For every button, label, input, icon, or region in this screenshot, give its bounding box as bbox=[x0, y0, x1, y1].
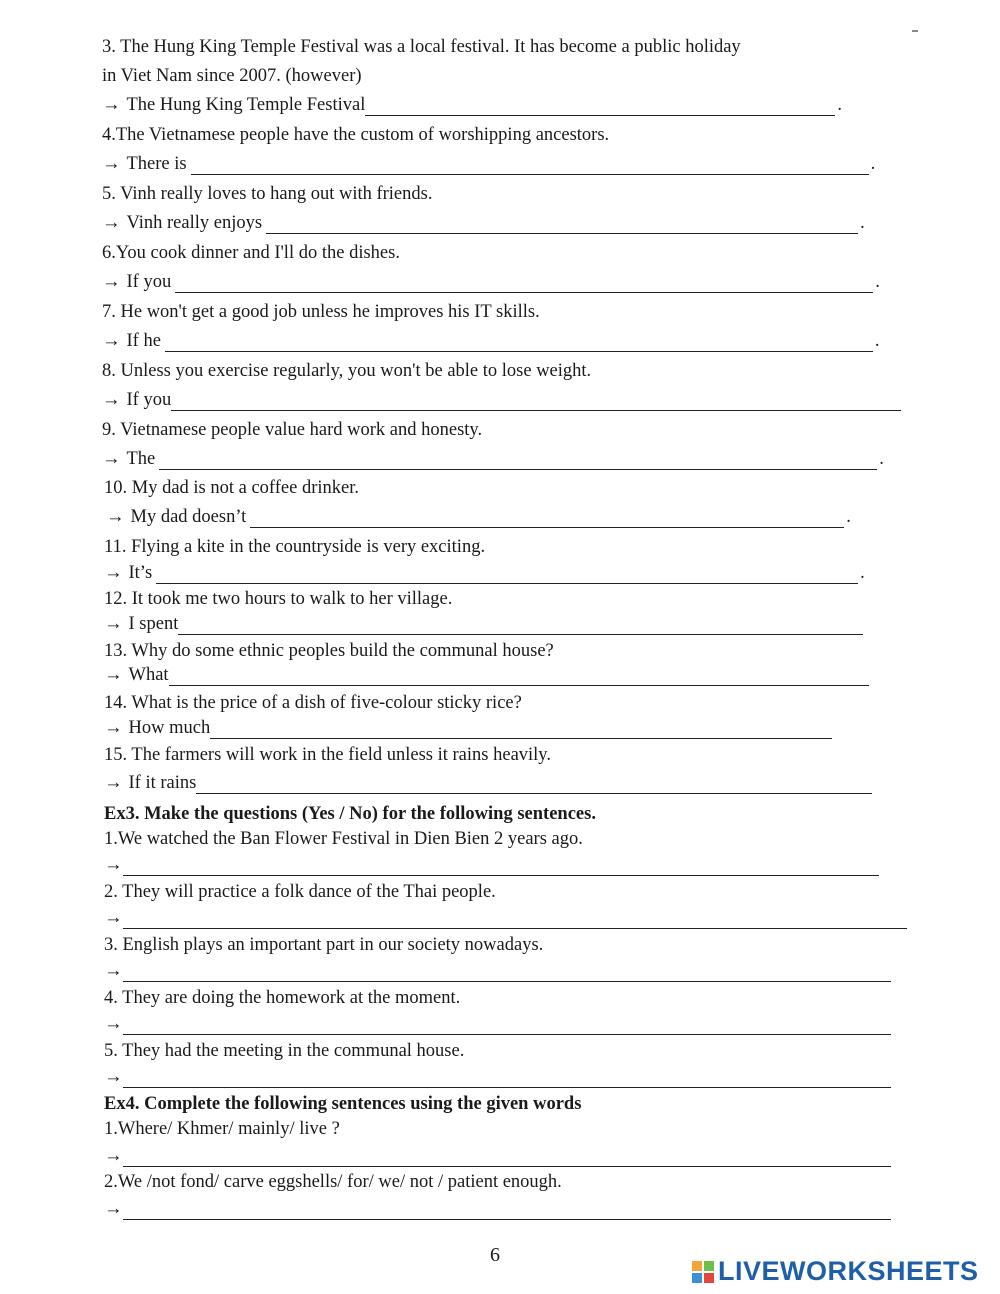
ex4-heading: Ex4. Complete the following sentences using the given words bbox=[104, 1094, 582, 1114]
arrow-icon: → bbox=[102, 154, 121, 174]
arrow-icon: → bbox=[102, 390, 121, 410]
answer-blank[interactable] bbox=[250, 511, 844, 528]
ex2-item-6-prompt: 6.You cook dinner and I'll do the dishes. bbox=[102, 243, 400, 263]
ex2-item-3-prompt: 3. The Hung King Temple Festival was a local festival. It has become a public holiday bbox=[102, 37, 741, 57]
sentence-end: . bbox=[846, 507, 851, 527]
answer-start: How much bbox=[128, 718, 211, 738]
answer-blank[interactable] bbox=[191, 158, 869, 175]
answer-start: Vinh really enjoys bbox=[126, 213, 263, 233]
arrow-icon: → bbox=[102, 272, 121, 292]
ex2-item-15-answer-row bbox=[104, 772, 872, 794]
arrow-icon: → bbox=[104, 718, 123, 738]
logo-squares-icon bbox=[692, 1261, 714, 1283]
answer-start: If you bbox=[126, 272, 172, 292]
ex2-item-3-answer-row bbox=[102, 94, 842, 116]
ex2-item-8-prompt: 8. Unless you exercise regularly, you won't be able to lose weight. bbox=[102, 361, 592, 381]
ex2-item-14-prompt: 14. What is the price of a dish of five-colour sticky rice? bbox=[104, 693, 522, 713]
sentence-end: . bbox=[875, 272, 880, 292]
sentence-end: . bbox=[879, 449, 884, 469]
answer-blank[interactable] bbox=[266, 217, 858, 234]
arrow-icon: → bbox=[104, 1014, 123, 1034]
logo-square bbox=[692, 1261, 702, 1271]
logo-square bbox=[704, 1273, 714, 1283]
arrow-icon: → bbox=[102, 95, 121, 115]
arrow-icon: → bbox=[104, 1067, 123, 1087]
ex2-item-5-prompt: 5. Vinh really loves to hang out with friends. bbox=[102, 184, 433, 204]
answer-blank[interactable] bbox=[156, 567, 858, 584]
sentence-end: . bbox=[860, 563, 865, 583]
ex3-item-1-answer-row bbox=[104, 854, 879, 876]
ex2-item-4-answer-row bbox=[102, 153, 875, 175]
ex3-item-5-answer-row bbox=[104, 1066, 891, 1088]
answer-blank[interactable] bbox=[171, 394, 901, 411]
answer-blank[interactable] bbox=[123, 965, 891, 982]
ex3-item-4-prompt: 4. They are doing the homework at the moment. bbox=[104, 988, 461, 1008]
arrow-icon: → bbox=[104, 1146, 123, 1166]
answer-blank[interactable] bbox=[210, 722, 832, 739]
arrow-icon: → bbox=[104, 773, 123, 793]
page-number: 6 bbox=[490, 1244, 500, 1266]
ex3-item-5-prompt: 5. They had the meeting in the communal house. bbox=[104, 1041, 465, 1061]
ex3-item-3-answer-row bbox=[104, 960, 891, 982]
ex2-item-13-answer-row bbox=[104, 664, 869, 686]
ex3-item-2-answer-row bbox=[104, 907, 907, 929]
ex2-item-14-answer-row bbox=[104, 717, 832, 739]
answer-start: What bbox=[128, 665, 169, 685]
sentence-end: . bbox=[837, 95, 842, 115]
answer-start: If you bbox=[126, 390, 172, 410]
ex2-item-7-prompt: 7. He won't get a good job unless he improves his IT skills. bbox=[102, 302, 540, 322]
answer-blank[interactable] bbox=[123, 912, 907, 929]
liveworksheets-logo[interactable] bbox=[692, 1256, 979, 1287]
answer-blank[interactable] bbox=[165, 335, 873, 352]
ex2-item-10-answer-row bbox=[106, 506, 851, 528]
sentence-end: . bbox=[870, 154, 876, 174]
arrow-icon: → bbox=[102, 449, 121, 469]
ex3-item-4-answer-row bbox=[104, 1013, 891, 1035]
ex2-item-11-answer-row bbox=[104, 562, 865, 584]
logo-square bbox=[704, 1261, 714, 1271]
ex2-item-7-answer-row bbox=[102, 330, 880, 352]
ex3-item-1-prompt: 1.We watched the Ban Flower Festival in Dien Bien 2 years ago. bbox=[104, 829, 583, 849]
arrow-icon: → bbox=[104, 563, 123, 583]
answer-blank[interactable] bbox=[365, 99, 835, 116]
ex2-item-15-prompt: 15. The farmers will work in the field unless it rains heavily. bbox=[104, 745, 551, 765]
arrow-icon: → bbox=[104, 961, 123, 981]
arrow-icon: → bbox=[104, 855, 123, 875]
answer-start: There is bbox=[126, 154, 187, 174]
answer-blank[interactable] bbox=[123, 1203, 891, 1220]
ex2-item-5-answer-row bbox=[102, 212, 865, 234]
answer-start: If he bbox=[126, 331, 161, 351]
ex4-item-1-prompt: 1.Where/ Khmer/ mainly/ live ? bbox=[104, 1119, 340, 1139]
ex2-item-12-answer-row bbox=[104, 613, 863, 635]
arrow-icon: → bbox=[104, 665, 123, 685]
answer-blank[interactable] bbox=[169, 669, 869, 686]
answer-blank[interactable] bbox=[175, 276, 873, 293]
ex2-item-3-continuation: in Viet Nam since 2007. (however) bbox=[102, 66, 362, 86]
ex4-item-2-answer-row bbox=[104, 1198, 891, 1220]
arrow-icon: → bbox=[104, 1199, 123, 1219]
ex4-item-1-answer-row bbox=[104, 1145, 891, 1167]
answer-blank[interactable] bbox=[178, 618, 863, 635]
answer-start: My dad doesn’t bbox=[130, 507, 247, 527]
answer-blank[interactable] bbox=[123, 1071, 891, 1088]
answer-start: I spent bbox=[128, 614, 179, 634]
arrow-icon: → bbox=[102, 331, 121, 351]
scan-mark bbox=[912, 30, 918, 32]
answer-blank[interactable] bbox=[123, 1150, 891, 1167]
sentence-end: . bbox=[874, 331, 880, 351]
answer-blank[interactable] bbox=[159, 453, 877, 470]
ex4-item-2-prompt: 2.We /not fond/ carve eggshells/ for/ we/ not / patient enough. bbox=[104, 1172, 562, 1192]
ex2-item-4-prompt: 4.The Vietnamese people have the custom of worshipping ancestors. bbox=[102, 125, 610, 145]
sentence-end: . bbox=[860, 213, 865, 233]
answer-blank[interactable] bbox=[196, 777, 872, 794]
ex2-item-10-prompt: 10. My dad is not a coffee drinker. bbox=[104, 478, 359, 498]
ex3-heading: Ex3. Make the questions (Yes / No) for the following sentences. bbox=[104, 804, 596, 824]
ex2-item-13-prompt: 13. Why do some ethnic peoples build the communal house? bbox=[104, 641, 554, 661]
arrow-icon: → bbox=[104, 908, 123, 928]
answer-blank[interactable] bbox=[123, 1018, 891, 1035]
answer-start: The Hung King Temple Festival bbox=[126, 95, 366, 115]
ex3-item-2-prompt: 2. They will practice a folk dance of the Thai people. bbox=[104, 882, 496, 902]
ex3-item-3-prompt: 3. English plays an important part in our society nowadays. bbox=[104, 935, 544, 955]
logo-text: LIVEWORKSHEETS bbox=[718, 1256, 979, 1286]
ex2-item-8-answer-row bbox=[102, 389, 903, 411]
ex2-item-9-answer-row bbox=[102, 448, 884, 470]
ex2-item-11-prompt: 11. Flying a kite in the countryside is very exciting. bbox=[104, 537, 486, 557]
logo-square bbox=[692, 1273, 702, 1283]
arrow-icon: → bbox=[102, 213, 121, 233]
answer-start: The bbox=[126, 449, 156, 469]
answer-start: If it rains bbox=[128, 773, 197, 793]
ex2-item-9-prompt: 9. Vietnamese people value hard work and honesty. bbox=[102, 420, 483, 440]
arrow-icon: → bbox=[106, 507, 125, 527]
ex2-item-12-prompt: 12. It took me two hours to walk to her village. bbox=[104, 589, 453, 609]
answer-start: It’s bbox=[128, 563, 153, 583]
ex2-item-6-answer-row bbox=[102, 271, 880, 293]
arrow-icon: → bbox=[104, 614, 123, 634]
answer-blank[interactable] bbox=[123, 859, 879, 876]
